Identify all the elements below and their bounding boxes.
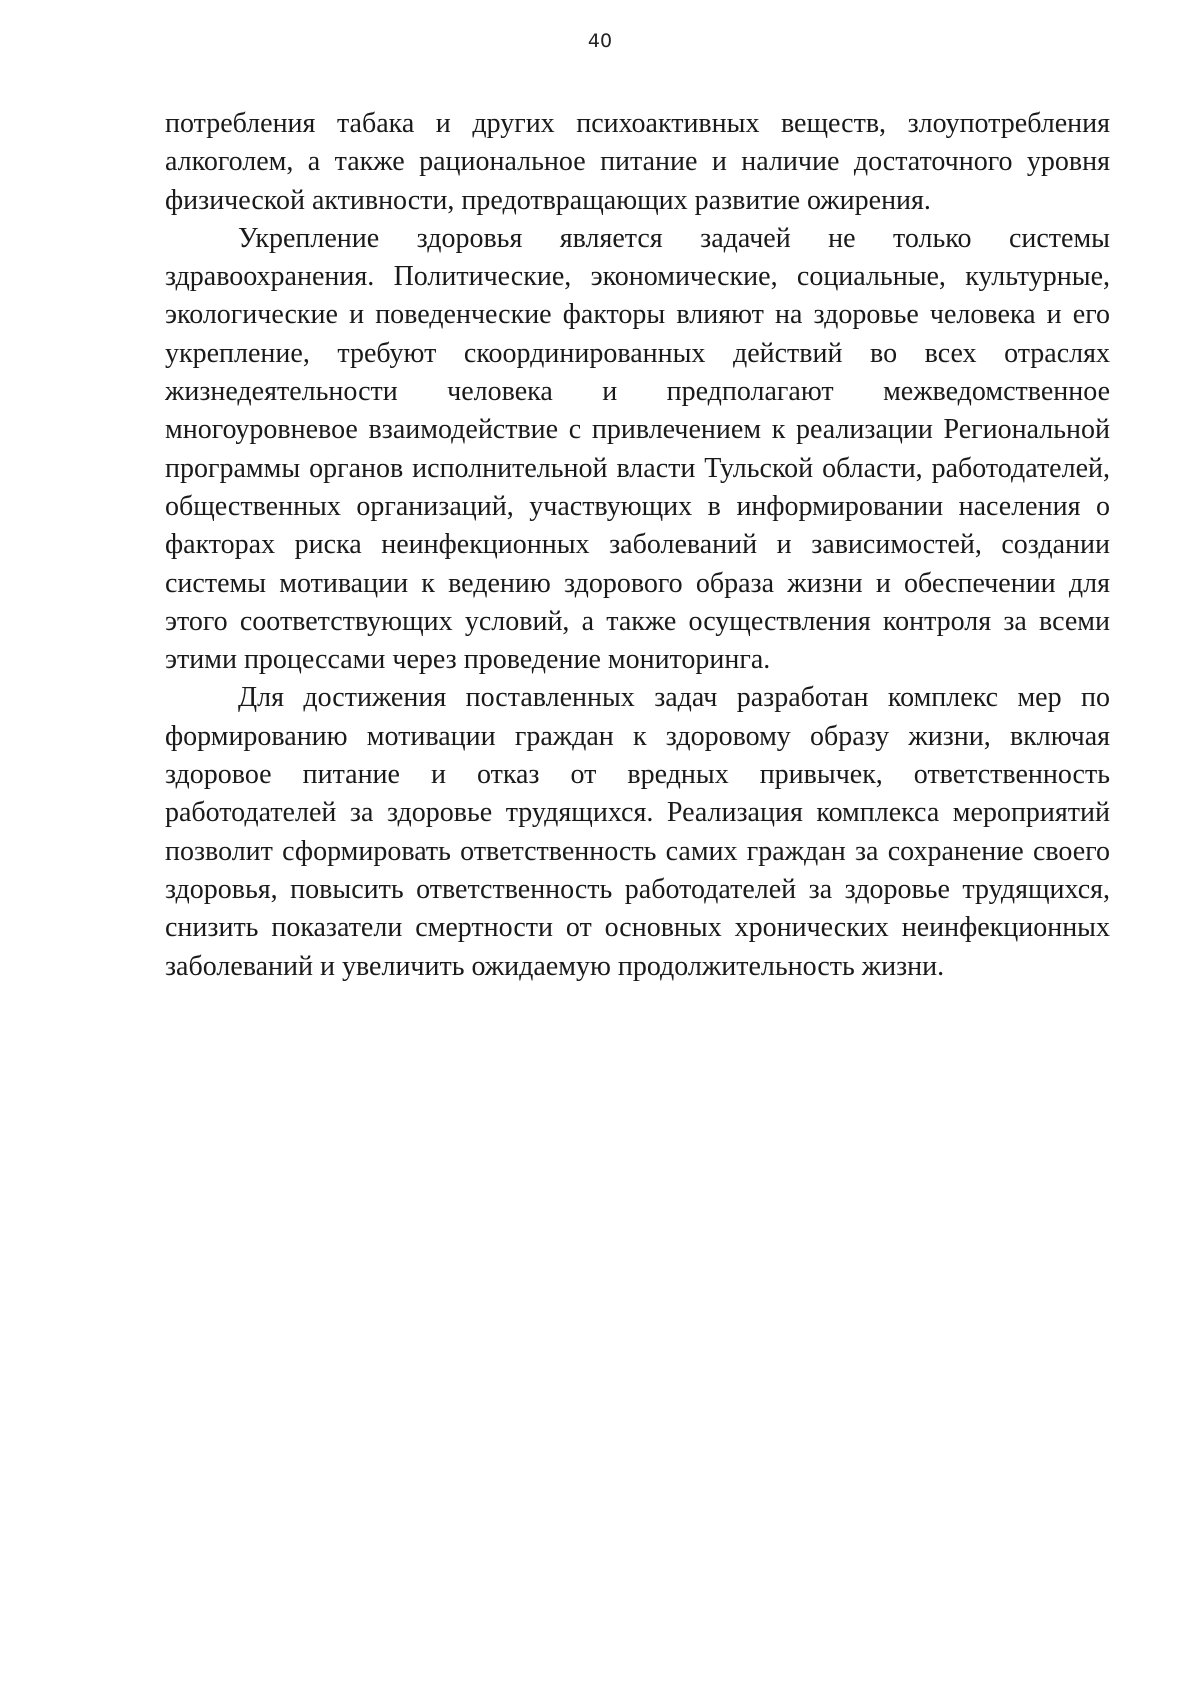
page-number: 40 <box>587 30 613 52</box>
paragraph-continuation: потребления табака и других психоактивных веществ, злоупотребления алкоголем, а также рациональное питание и наличие достаточного уровня физической активности, предотвращающих развитие ожирения. <box>165 108 1110 216</box>
paragraph-measures: Для достижения поставленных задач разработан комплекс мер по формированию мотивации граждан к здоровому образу жизни, включая здоровое питание и отказ от вредных привычек, ответственность работодателей за здоровье трудящихся. Реализация комплекса мероприятий позволит сформировать ответственность самих граждан за сохранение своего здоровья, повысить ответственность работодателей за здоровье трудящихся, снизить показатели смертности от основных хронических неинфекционных заболеваний и увеличить ожидаемую продолжительность жизни. <box>165 682 1110 982</box>
body-text <box>165 105 1110 986</box>
paragraph-health-promotion: Укрепление здоровья является задачей не только системы здравоохранения. Политические, экономические, социальные, культурные, экологические и поведенческие факторы влияют на здоровье человека и его укрепление, требуют скоординированных действий во всех отраслях жизнедеятельности человека и предполагают межведомственное многоуровневое взаимодействие с привлечением к реализации Региональной программы органов исполнительной власти Тульской области, работодателей, общественных организаций, участвующих в информировании населения о факторах риска неинфекционных заболеваний и зависимостей, создании системы мотивации к ведению здорового образа жизни и обеспечении для этого соответствующих условий, а также осуществления контроля за всеми этими процессами через проведение мониторинга. <box>165 222 1110 676</box>
